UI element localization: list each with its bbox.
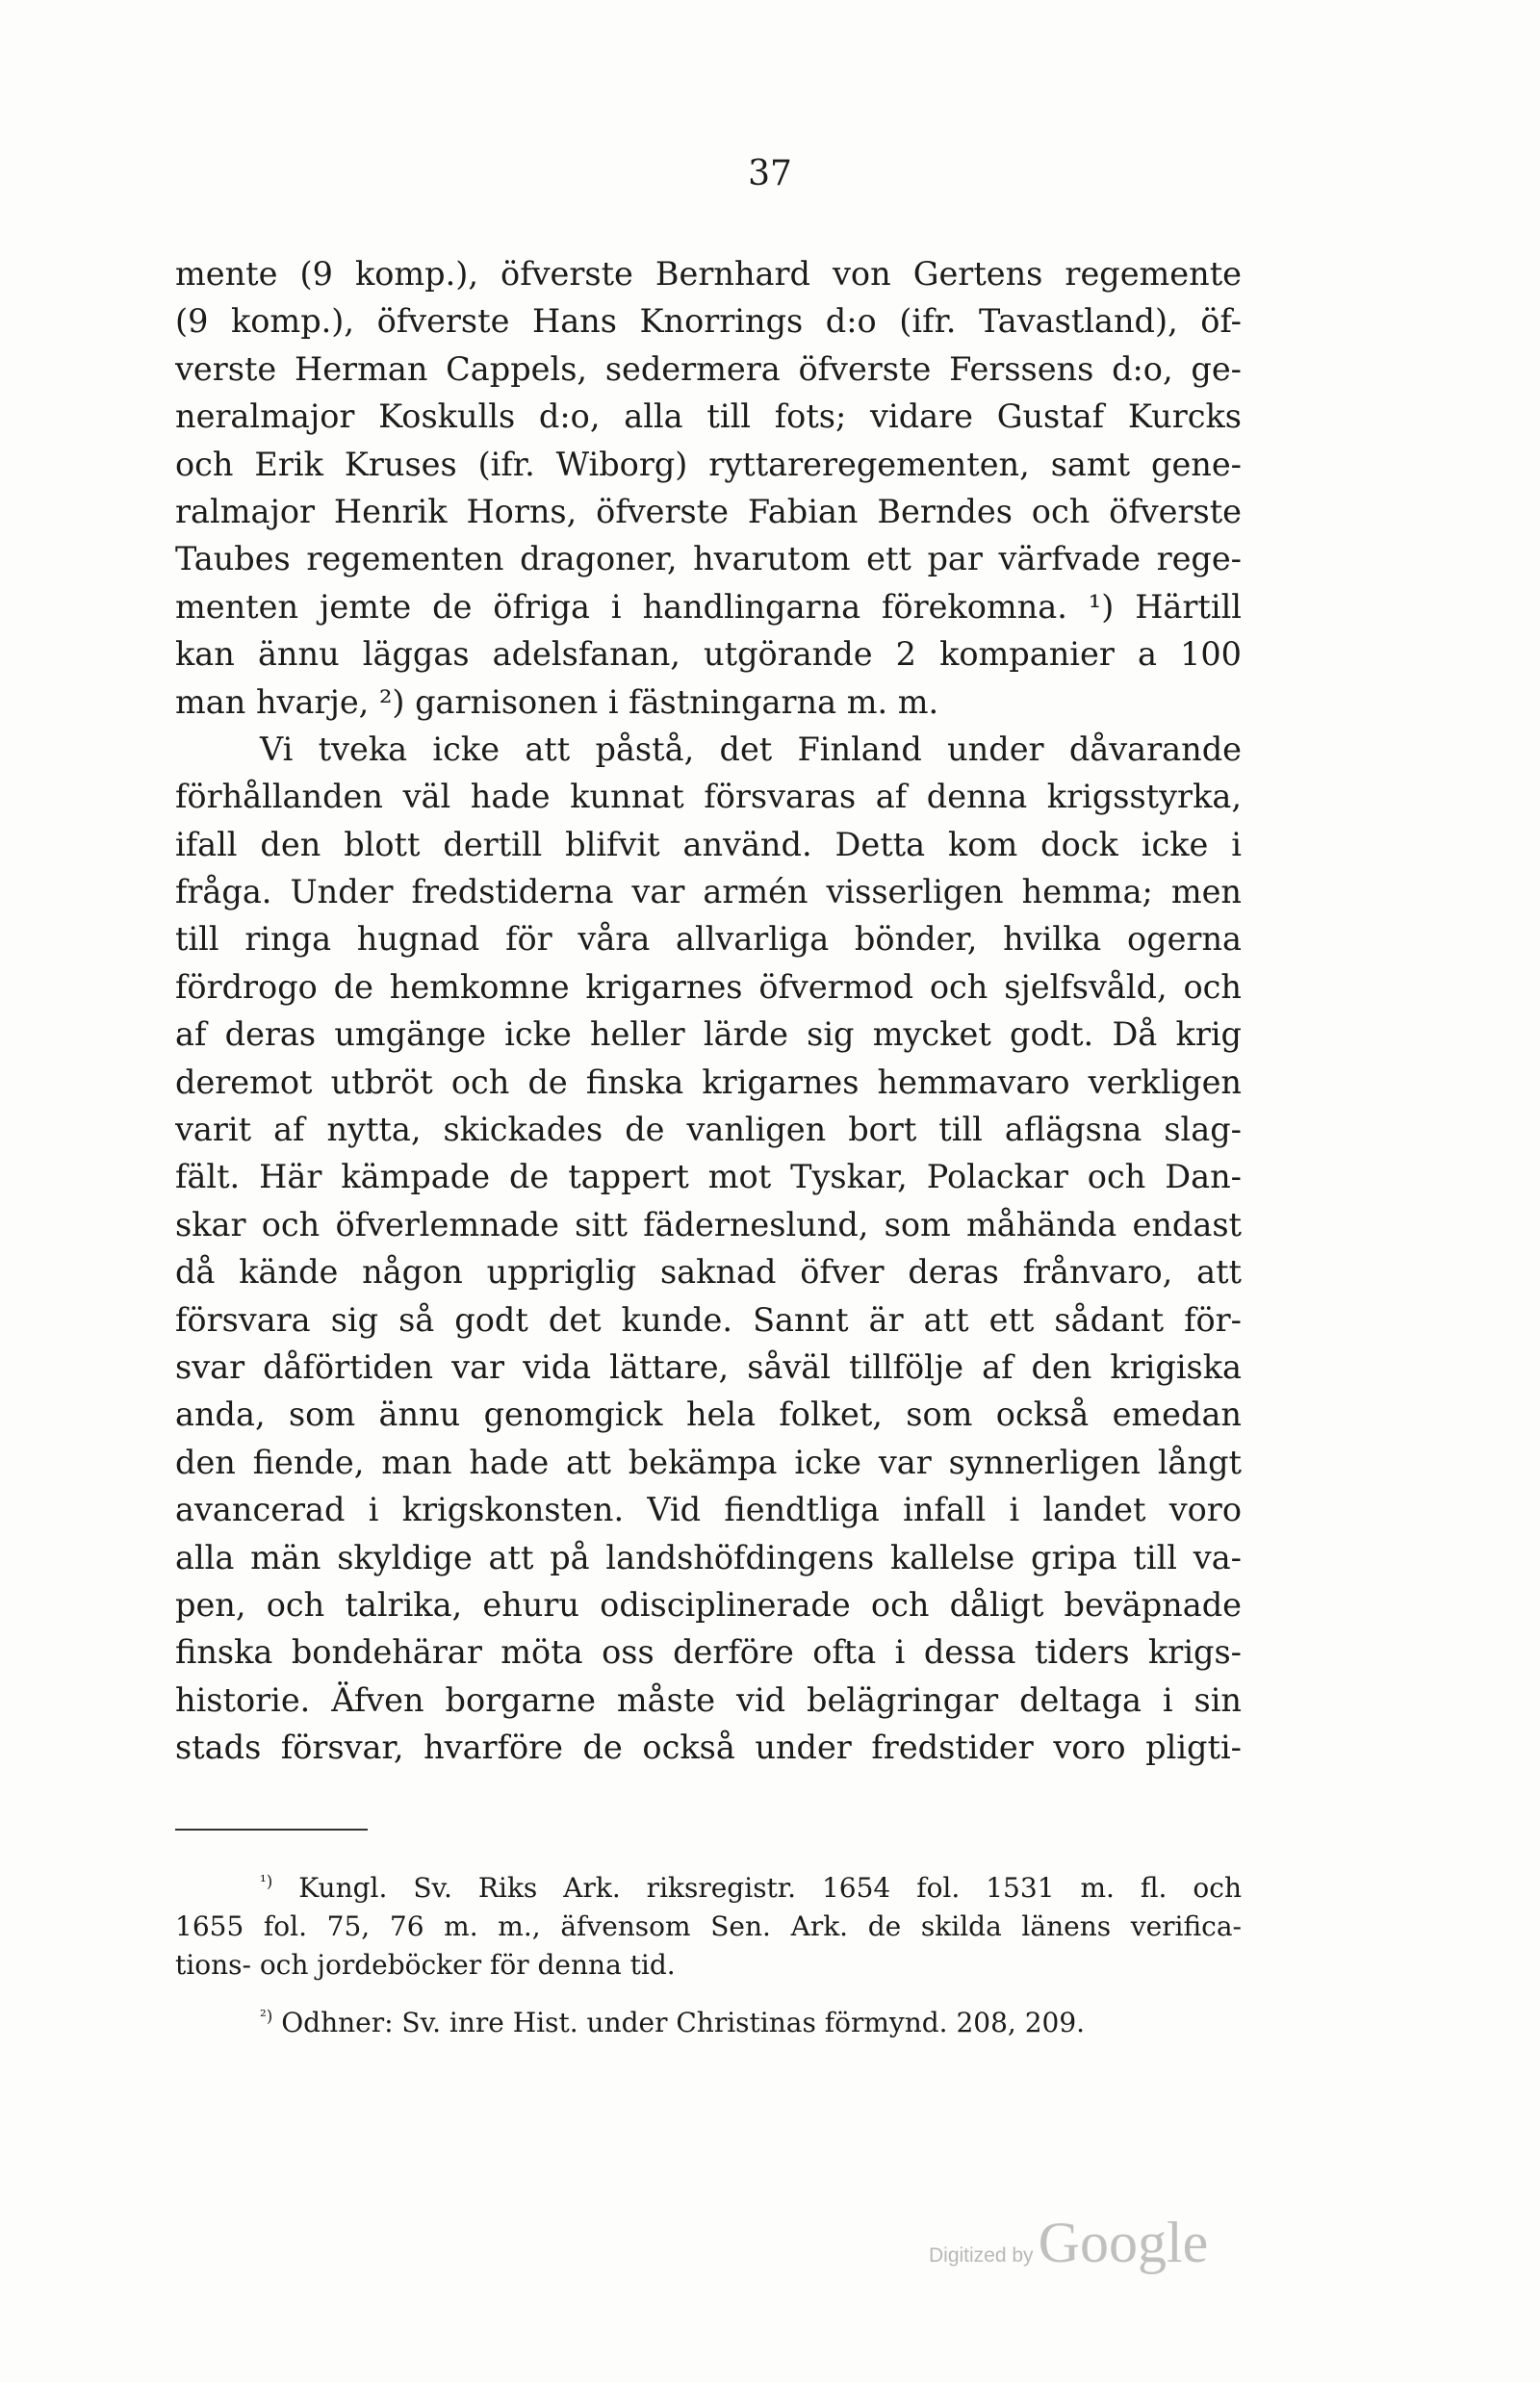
text-line: ralmajor Henrik Horns, öfverste Fabian Berndes och öfverste: [175, 492, 1242, 530]
text-line: Taubes regementen dragoner, hvarutom ett par värfvade rege-: [175, 540, 1242, 578]
footnote-text: Odhner: Sv. inre Hist. under Christinas förmynd. 208, 209.: [281, 2007, 1086, 2038]
google-logo: Google: [1038, 2211, 1209, 2274]
text-line: mente (9 komp.), öfverste Bernhard von Gertens regemente: [175, 255, 1242, 293]
text-line: skar och öfverlemnade sitt fäderneslund, som måhända endast: [175, 1205, 1242, 1243]
text-line: och Erik Kruses (ifr. Wiborg) ryttareregementen, samt gene-: [175, 445, 1242, 483]
footnote-divider: [175, 1829, 368, 1831]
footnote-2: [175, 2004, 1242, 2042]
footnote-marker: ¹): [260, 1871, 273, 1891]
text-line: avancerad i krigskonsten. Vid fiendtliga infall i landet voro: [175, 1491, 1242, 1529]
text-line: försvara sig så godt det kunde. Sannt är att ett sådant för-: [175, 1300, 1242, 1339]
text-line: af deras umgänge icke heller lärde sig mycket godt. Då krig: [175, 1015, 1242, 1054]
text-line: den fiende, man hade att bekämpa icke var synnerligen långt: [175, 1443, 1242, 1481]
text-line: ifall den blott dertill blifvit använd. Detta kom dock icke i: [175, 825, 1242, 863]
text-line: då kände någon uppriglig saknad öfver deras frånvaro, att: [175, 1253, 1242, 1292]
digitized-by-watermark: [929, 2210, 1208, 2276]
text-line: (9 komp.), öfverste Hans Knorrings d:o (ifr. Tavastland), öf-: [175, 302, 1242, 341]
footnotes: [175, 1869, 1242, 2042]
page-number: 37: [748, 154, 792, 193]
footnote-text-line: tions- och jordeböcker för denna tid.: [175, 1949, 676, 1981]
text-line: fråga. Under fredstiderna var armén visserligen hemma; men: [175, 873, 1242, 911]
paragraph-first-line: Vi tveka icke att påstå, det Finland under dåvarande: [260, 730, 1242, 768]
text-line: fördrogo de hemkomne krigarnes öfvermod och sjelfsvåld, och: [175, 967, 1242, 1006]
body-text: [175, 250, 1242, 1772]
text-line: deremot utbröt och de finska krigarnes hemmavaro verkligen: [175, 1063, 1242, 1101]
text-line: alla män skyldige att på landshöfdingens kallelse gripa till va-: [175, 1538, 1242, 1576]
text-line: pen, och talrika, ehuru odisciplinerade och dåligt beväpnade: [175, 1585, 1242, 1624]
footnote-text: Kungl. Sv. Riks Ark. riksregistr. 1654 fol. 1531 m. fl. och: [298, 1872, 1242, 1904]
text-line: menten jemte de öfriga i handlingarna förekomna. ¹) Härtill: [175, 587, 1242, 626]
text-line: anda, som ännu genomgick hela folket, som också emedan: [175, 1396, 1242, 1434]
text-line: neralmajor Koskulls d:o, alla till fots; vidare Gustaf Kurcks: [175, 397, 1242, 436]
text-line: svar dåförtiden var vida lättare, såväl tillfölje af den krigiska: [175, 1347, 1242, 1386]
text-line: till ringa hugnad för våra allvarliga bönder, hvilka ogerna: [175, 920, 1242, 959]
text-line: verste Herman Cappels, sedermera öfverste Ferssens d:o, ge-: [175, 349, 1242, 388]
text-line: historie. Äfven borgarne måste vid belägringar deltaga i sin: [175, 1680, 1242, 1719]
text-line: kan ännu läggas adelsfanan, utgörande 2 kompanier a 100: [175, 635, 1242, 674]
text-line: man hvarje, ²) garnisonen i fästningarna m. m.: [175, 682, 939, 721]
text-line: fält. Här kämpade de tappert mot Tyskar, Polackar och Dan-: [175, 1158, 1242, 1196]
text-line: varit af nytta, skickades de vanligen bort till aflägsna slag-: [175, 1111, 1242, 1149]
footnote-text-line: 1655 fol. 75, 76 m. m., äfvensom Sen. Ark. de skilda länens verifica-: [175, 1910, 1242, 1942]
text-line: stads försvar, hvarföre de också under fredstider voro pligti-: [175, 1729, 1242, 1767]
footnote-marker: ²): [260, 2006, 273, 2026]
watermark-prefix: Digitized by: [929, 2244, 1034, 2267]
footnote-1: [175, 1869, 1242, 1908]
text-line: förhållanden väl hade kunnat försvaras af denna krigsstyrka,: [175, 778, 1242, 816]
text-line: finska bondehärar möta oss derföre ofta i dessa tiders krigs-: [175, 1633, 1242, 1672]
